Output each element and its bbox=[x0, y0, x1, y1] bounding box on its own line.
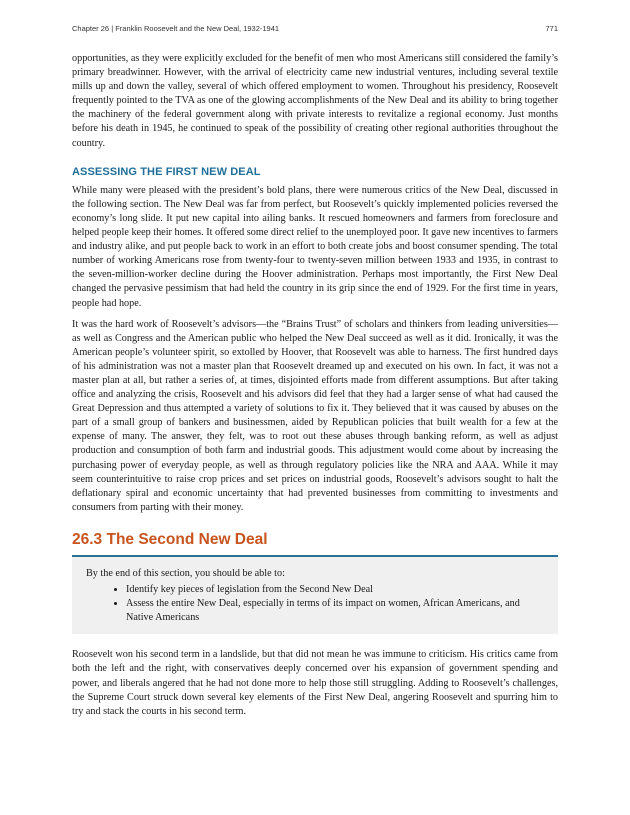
section-heading-assessing: ASSESSING THE FIRST NEW DEAL bbox=[72, 165, 261, 178]
chapter-title: Chapter 26 | Franklin Roosevelt and the New Deal, 1932-1941 bbox=[72, 24, 280, 33]
section-title-second-new-deal: 26.3 The Second New Deal bbox=[72, 530, 268, 548]
learning-objectives-box bbox=[72, 555, 558, 634]
objective-item: • Identify key pieces of legislation from the Second New Deal bbox=[126, 583, 544, 597]
objectives-list bbox=[86, 583, 544, 625]
paragraph-brains-trust: It was the hard work of Roosevelt’s advisors—the “Brains Trust” of scholars and thinkers from leading universities—as well as Congress and the American public who helped the New Deal succeed as well as it did. Ironically, it was the American people’s volunteer spirit, so extolled by Hoover, that Roosevelt was able to harness. The first hundred days of his administration was not a master plan that Roosevelt dreamed up and executed on his own. In fact, it was not a master plan at all, but rather a series of, at times, disjointed efforts made from different assumptions. But after taking office and analyzing the crisis, Roosevelt and his advisors did feel that they had a larger sense of what had caused the Great Depression and thus attempted a variety of solutions to fix it. They believed that it was caused by abuses on the part of a small group of bankers and businessmen, aided by Republican policies that built wealth for a few at the expense of many. The answer, they felt, was to root out these abuses through banking reform, as well as adjust production and consumption of both farm and industrial goods. This adjustment would come about by increasing the purchasing power of everyday people, as well as through regulatory policies like the NRA and AAA. While it may seem counterintuitive to raise crop prices and set prices on industrial goods, Roosevelt’s advisors sought to halt the deflationary spiral and economic uncertainty that had prevented businesses from committing to investments and consumers from parting with their money. bbox=[72, 318, 558, 513]
page-number: 771 bbox=[545, 24, 558, 33]
paragraph-second-term: Roosevelt won his second term in a landslide, but that did not mean he was immune to criticism. His critics came from both the left and the right, with conservatives deeply concerned over his expansion of government spending and power, and liberals angered that he had not done more to help those still struggling. Adding to Roosevelt’s challenges, the Supreme Court struck down several key elements of the First New Deal, angering Roosevelt and spurring him to try and stack the courts in his second term. bbox=[72, 649, 558, 717]
page-content bbox=[72, 52, 558, 726]
paragraph-assessing: While many were pleased with the president’s bold plans, there were numerous critics of the New Deal, discussed in the following section. The New Deal was far from perfect, but Roosevelt’s quickly implemented policies reversed the economy’s long slide. It put new capital into ailing banks. It rescued homeowners and farmers from foreclosure and helped people keep their homes. It offered some direct relief to the unemployed poor. It gave new incentives to farmers and industry alike, and put people back to work in an effort to both create jobs and boost consumer spending. The total number of working Americans rose from twenty-four to twenty-seven million between 1933 and 1935, in contrast to the seven-million-worker decline during the Hoover administration. Perhaps most importantly, the First New Deal changed the pervasive pessimism that had held the country in its grip since the end of 1929. For the first time in years, people had hope. bbox=[72, 184, 558, 309]
objectives-intro: By the end of this section, you should be able to: bbox=[86, 568, 285, 579]
objective-item: • Assess the entire New Deal, especially in terms of its impact on women, African Americans, and Native Americans bbox=[126, 597, 544, 625]
paragraph-tva: opportunities, as they were explicitly excluded for the benefit of men who most Americans still considered the family’s primary breadwinner. However, with the arrival of electricity came new industrial ventures, including several textile mills up and down the valley, several of which offered employment to women. Throughout his presidency, Roosevelt frequently pointed to the TVA as one of the glowing accomplishments of the New Deal and its ability to bring together the machinery of the federal government along with private interests to revitalize a regional economy. Just months before his death in 1945, he continued to speak of the possibility of creating other regional authorities throughout the country. bbox=[72, 53, 558, 149]
running-header bbox=[72, 24, 558, 33]
